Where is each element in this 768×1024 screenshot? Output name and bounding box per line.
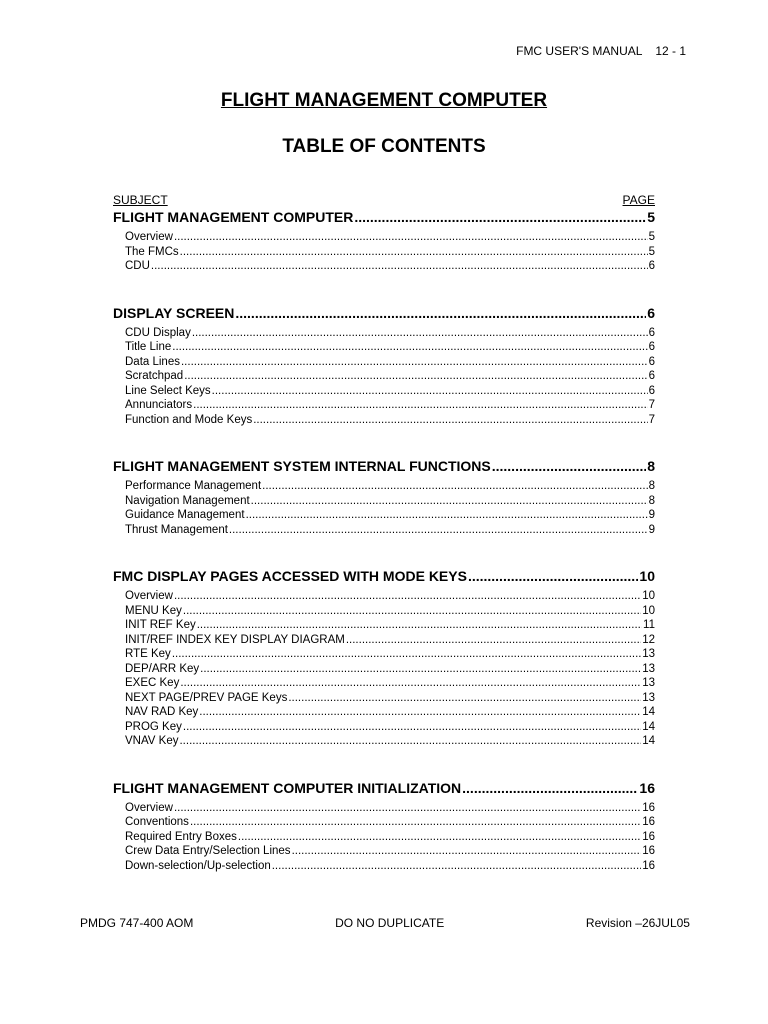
toc-entry <box>125 479 655 494</box>
entry-page-number: 6 <box>648 384 655 397</box>
leader-dots <box>174 801 641 816</box>
section-entries <box>113 801 655 874</box>
section-title: FLIGHT MANAGEMENT COMPUTER INITIALIZATION <box>113 779 462 796</box>
entry-page-number: 10 <box>642 590 655 602</box>
leader-dots <box>183 720 641 735</box>
entry-label: Down-selection/Up-selection <box>125 859 271 872</box>
leader-dots <box>199 705 641 720</box>
entry-page-number: 6 <box>648 355 655 368</box>
entry-label: MENU Key <box>125 604 182 617</box>
entry-label: Data Lines <box>125 355 180 368</box>
leader-dots <box>172 647 641 662</box>
toc-entry <box>125 355 655 370</box>
section-page-number: 5 <box>647 209 655 225</box>
entry-page-number: 5 <box>648 245 655 258</box>
toc-entry <box>125 589 655 604</box>
leader-dots <box>354 207 646 227</box>
section-page-number: 6 <box>647 304 655 321</box>
page-column-header: PAGE <box>622 193 655 207</box>
toc-entry <box>125 705 655 720</box>
section-page-number: 8 <box>647 458 655 474</box>
entry-page-number: 6 <box>648 341 655 353</box>
running-header <box>516 44 686 58</box>
leader-dots <box>292 844 642 859</box>
toc-section <box>113 778 655 874</box>
entry-label: RTE Key <box>125 648 171 660</box>
entry-page-number: 6 <box>648 326 655 339</box>
entry-label: EXEC Key <box>125 677 180 689</box>
toc-heading: TABLE OF CONTENTS <box>282 136 486 157</box>
entry-page-number: 14 <box>642 706 655 718</box>
leader-dots <box>193 398 647 413</box>
column-headers <box>113 193 655 207</box>
toc-entry <box>125 720 655 735</box>
entry-page-number: 12 <box>642 633 655 646</box>
entry-page-number: 13 <box>642 662 655 675</box>
entry-page-number: 14 <box>642 720 655 733</box>
footer-left: PMDG 747-400 AOM <box>80 916 194 930</box>
toc-entry <box>125 340 655 355</box>
section-entries <box>113 230 655 274</box>
entry-label: Crew Data Entry/Selection Lines <box>125 845 291 857</box>
leader-dots <box>197 618 642 633</box>
leader-dots <box>246 508 648 523</box>
section-page-number: 16 <box>639 779 655 796</box>
toc-entry <box>125 734 655 749</box>
entry-label: Conventions <box>125 816 189 828</box>
toc-section <box>113 207 655 274</box>
leader-dots <box>174 230 648 245</box>
section-heading-row <box>113 456 655 476</box>
section-title: FLIGHT MANAGEMENT COMPUTER <box>113 209 354 225</box>
leader-dots <box>212 384 648 399</box>
entry-page-number: 16 <box>642 816 655 828</box>
toc-entry <box>125 523 655 538</box>
toc-entry <box>125 384 655 399</box>
leader-dots <box>253 413 647 428</box>
entry-page-number: 13 <box>642 691 655 704</box>
entry-label: Function and Mode Keys <box>125 413 253 426</box>
section-heading-row <box>113 778 655 798</box>
entry-label: Line Select Keys <box>125 384 211 397</box>
leader-dots <box>174 589 641 604</box>
entry-label: The FMCs <box>125 245 179 258</box>
leader-dots <box>462 778 638 798</box>
leader-dots <box>181 355 648 370</box>
section-title: FMC DISPLAY PAGES ACCESSED WITH MODE KEYS <box>113 568 467 584</box>
leader-dots <box>190 815 641 830</box>
toc-section <box>113 566 655 749</box>
entry-page-number: 6 <box>648 260 655 272</box>
entry-label: Title Line <box>125 341 172 353</box>
toc-entry <box>125 633 655 648</box>
leader-dots <box>251 494 648 509</box>
leader-dots <box>272 859 641 874</box>
entry-label: Overview <box>125 590 173 602</box>
entry-label: INIT/REF INDEX KEY DISPLAY DIAGRAM <box>125 633 345 646</box>
entry-page-number: 16 <box>642 845 655 857</box>
entry-page-number: 16 <box>642 830 655 843</box>
leader-dots <box>151 259 648 274</box>
section-page-number: 10 <box>639 568 655 584</box>
entry-page-number: 10 <box>642 604 655 617</box>
section-entries <box>113 479 655 537</box>
page-number: 12 - 1 <box>655 44 686 58</box>
subject-column-header: SUBJECT <box>113 193 168 207</box>
toc-entry <box>125 369 655 384</box>
section-entries <box>113 589 655 749</box>
manual-name: FMC USER'S MANUAL <box>516 44 642 58</box>
entry-page-number: 8 <box>648 494 655 507</box>
entry-page-number: 13 <box>642 677 655 689</box>
leader-dots <box>492 456 646 476</box>
entry-page-number: 9 <box>648 509 655 521</box>
entry-label: CDU <box>125 260 150 272</box>
toc-entry <box>125 815 655 830</box>
toc-sections <box>113 207 655 873</box>
toc-entry <box>125 676 655 691</box>
entry-label: INIT REF Key <box>125 619 196 631</box>
toc-entry <box>125 326 655 341</box>
entry-page-number: 7 <box>648 399 655 411</box>
document-title: FLIGHT MANAGEMENT COMPUTER <box>220 90 548 111</box>
toc-entry <box>125 494 655 509</box>
toc-entry <box>125 604 655 619</box>
entry-label: Thrust Management <box>125 523 228 536</box>
entry-page-number: 8 <box>648 480 655 492</box>
toc-section <box>113 303 655 428</box>
leader-dots <box>180 676 641 691</box>
leader-dots <box>180 245 648 260</box>
entry-label: NEXT PAGE/PREV PAGE Keys <box>125 691 288 704</box>
footer-right: Revision –26JUL05 <box>585 916 690 930</box>
entry-page-number: 16 <box>642 859 655 872</box>
leader-dots <box>184 369 647 384</box>
entry-label: Annunciators <box>125 399 193 411</box>
leader-dots <box>192 326 648 341</box>
entry-label: PROG Key <box>125 720 182 733</box>
toc-entry <box>125 647 655 662</box>
toc-section <box>113 456 655 537</box>
entry-label: Scratchpad <box>125 370 184 382</box>
leader-dots <box>262 479 647 494</box>
leader-dots <box>346 633 641 648</box>
entry-label: Navigation Management <box>125 494 250 507</box>
footer-center: DO NO DUPLICATE <box>335 916 445 930</box>
leader-dots <box>172 340 647 355</box>
entry-label: NAV RAD Key <box>125 706 199 718</box>
entry-label: Performance Management <box>125 480 262 492</box>
toc-entry <box>125 259 655 274</box>
entry-page-number: 13 <box>642 648 655 660</box>
entry-page-number: 6 <box>648 370 655 382</box>
leader-dots <box>288 691 641 706</box>
leader-dots <box>238 830 641 845</box>
toc-entry <box>125 230 655 245</box>
toc-entry <box>125 691 655 706</box>
toc-entry <box>125 398 655 413</box>
toc-entry <box>125 413 655 428</box>
section-heading-row <box>113 207 655 227</box>
toc-entry <box>125 801 655 816</box>
leader-dots <box>235 303 646 323</box>
entry-label: Guidance Management <box>125 509 245 521</box>
section-entries <box>113 326 655 428</box>
entry-page-number: 9 <box>648 523 655 536</box>
entry-label: Required Entry Boxes <box>125 830 237 843</box>
section-title: DISPLAY SCREEN <box>113 304 235 321</box>
toc-entry <box>125 830 655 845</box>
entry-label: Overview <box>125 801 173 814</box>
toc-entry <box>125 618 655 633</box>
toc-entry <box>125 245 655 260</box>
entry-page-number: 11 <box>643 619 655 631</box>
section-title: FLIGHT MANAGEMENT SYSTEM INTERNAL FUNCTIONS <box>113 458 491 474</box>
entry-page-number: 7 <box>648 413 655 426</box>
leader-dots <box>200 662 641 677</box>
toc-entry <box>125 662 655 677</box>
entry-label: DEP/ARR Key <box>125 662 200 675</box>
leader-dots <box>229 523 648 538</box>
entry-page-number: 14 <box>642 735 655 747</box>
entry-label: Overview <box>125 231 173 243</box>
page-footer <box>80 916 690 930</box>
toc-entry <box>125 508 655 523</box>
toc-entry <box>125 844 655 859</box>
section-heading-row <box>113 303 655 323</box>
entry-label: VNAV Key <box>125 735 179 747</box>
table-of-contents <box>113 193 655 902</box>
section-heading-row <box>113 566 655 586</box>
entry-label: CDU Display <box>125 326 191 339</box>
leader-dots <box>183 604 641 619</box>
entry-page-number: 5 <box>648 231 655 243</box>
leader-dots <box>468 566 638 586</box>
toc-entry <box>125 859 655 874</box>
entry-page-number: 16 <box>642 801 655 814</box>
leader-dots <box>179 734 641 749</box>
